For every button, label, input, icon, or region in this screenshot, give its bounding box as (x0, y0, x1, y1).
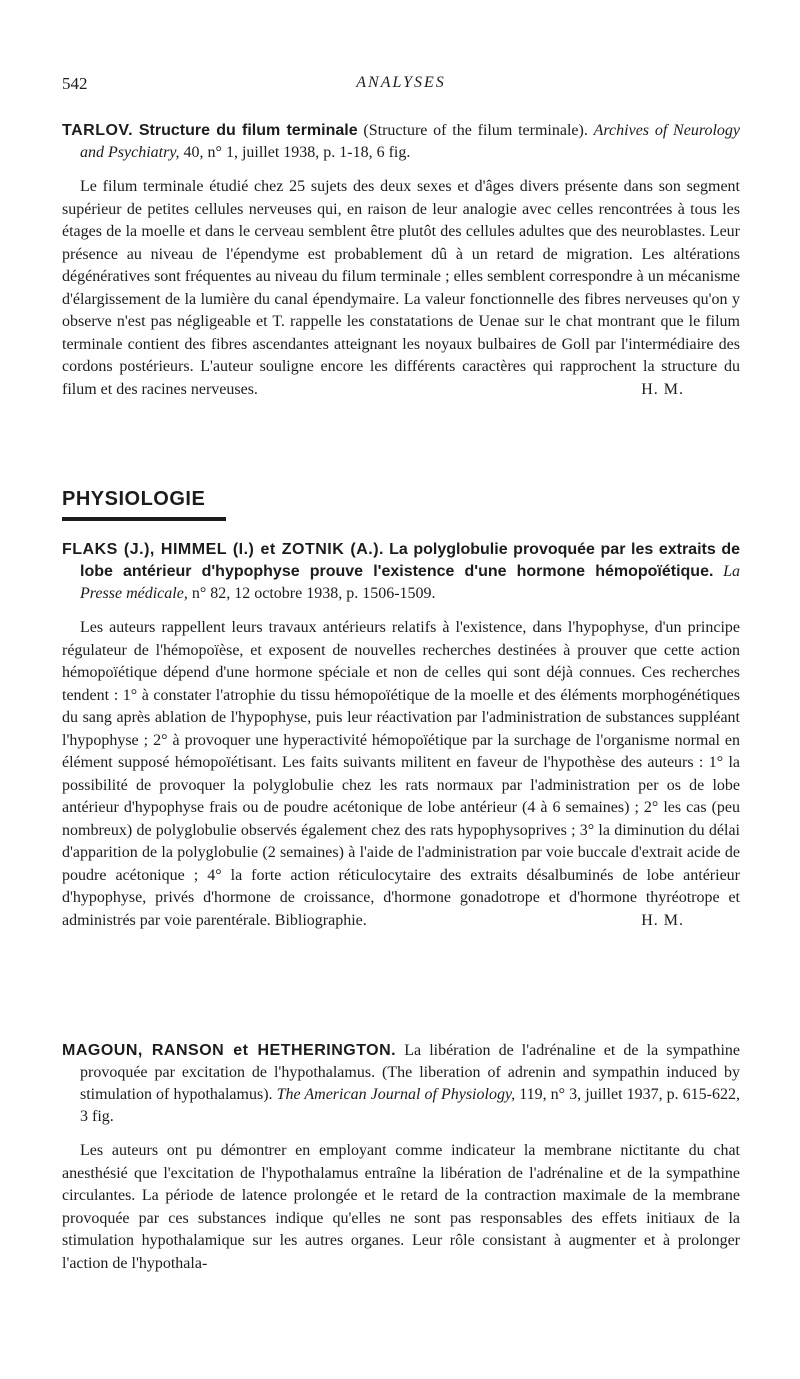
abstract-body (62, 176, 740, 401)
section-heading: PHYSIOLOGIE (62, 488, 206, 510)
running-head: ANALYSES (356, 74, 446, 91)
reference (62, 539, 740, 605)
article-title: La libération de l'adrénaline et de la sympathine provoquée par excitation de l'hypothalamus. (The liberation of adrenin and sympathin induced by stimulation of hypothalamus). (80, 1042, 741, 1103)
abstract-text: Les auteurs ont pu démontrer en employant comme indicateur la membrane nictitante du chat anesthésié que l'excitation de l'hypothalamus entraîne la libération de l'adrénaline et de la sympathine circulantes. La période de latence prolongée et le retard de la contraction maximale de la membrane provoquée par ces substances indique qu'elles ne sont pas responsables des effets initiaux de la stimulation hypothalamique sur les autres organes. Leur rôle consistant à augmenter et à prolonger l'action de l'hypothala- (62, 1142, 740, 1272)
translated-title: (Structure of the filum terminale). (363, 122, 588, 139)
journal-name: La Presse médicale, (80, 563, 740, 602)
page-header (62, 74, 740, 98)
article-title: Structure du filum terminale (138, 122, 358, 139)
page-number: 542 (62, 74, 88, 93)
journal-name: Archives of Neurology and Psychiatry, (80, 122, 741, 161)
authors: TARLOV. (62, 122, 134, 139)
reference (62, 120, 740, 164)
citation-details: 40, n° 1, juillet 1938, p. 1-18, 6 fig. (183, 144, 411, 161)
authors: FLAKS (J.), HIMMEL (I.) et ZOTNIK (A.). (62, 541, 384, 558)
abstract-text: Les auteurs rappellent leurs travaux antérieurs relatifs à l'existence, dans l'hypophyse, d'un principe régulateur de l'hémopoïèse, et exposent de nouvelles recherches destinées à prouver que cette action hémopoïétique dépend d'une hormone spéciale et non de celles qui sont déjà connues. Ces recherches tendent : 1° à constater l'atrophie du tissu hémopoïétique de la moelle et des éléments morphogénétiques du sang après ablation de l'hypophyse, puis leur réactivation par l'administration de substances suppléant l'hypophyse ; 2° à provoquer une hyperactivité hémopoïétique par la surchage de l'organisme normal en élément supposé hémopoïétisant. Les faits suivants militent en faveur de l'hypothèse des auteurs : 1° la possibilité de provoquer la polyglobulie chez les rats normaux par l'administration per os de lobe antérieur d'hypophyse frais ou de poudre acétonique de lobe antérieur (4 à 6 semaines) ; 2° les cas (peu nombreux) de polyglobulie observés également chez des rats hypophysoprives ; 3° la diminution du délai d'apparition de la polyglobulie (2 semaines) à l'aide de l'administration par voie buccale d'extrait acide de poudre acétonique ; 4° la forte action réticulocytaire des extraits désalbuminés de lobe antérieur d'hypophyse, privés d'hormone de croissance, d'hormone gonadotrope et d'hormone thyréotrope et administrés par voie parentérale. Bibliographie. (62, 619, 740, 929)
article-title: La polyglobulie provoquée par les extraits de lobe antérieur d'hypophyse prouve l'existence d'une hormone hémopoïétique. (80, 541, 741, 580)
abstract-entry-tarlov (62, 120, 740, 401)
citation-details: n° 82, 12 octobre 1938, p. 1506-1509. (191, 585, 436, 602)
abstract-text: Le filum terminale étudié chez 25 sujets des deux sexes et d'âges divers présente dans son segment supérieur de petites cellules nerveuses qui, en raison de leur analogie avec celles rencontrées à tous les étages de la moelle et dans le cerveau semblent être plutôt des cellules adultes que des neuroblastes. Leur présence au niveau de l'épendyme est probablement dû à un retard de migration. Les altérations dégénératives sont fréquentes au niveau du filum terminale ; elles semblent correspondre à un mécanisme d'élargissement de la lumière du canal épendymaire. La valeur fonctionnelle des fibres nerveuses qu'on y observe n'est pas négligeable et T. rappelle les constatations de Uenae sur le chat montrant que le filum terminale contient des fibres ascendantes atteignant les noyaux bulbaires de Goll par l'intermédiaire des cordons postérieurs. L'auteur souligne encore les différents caractères qui rapprochent la structure du filum et des racines nerveuses. (62, 178, 740, 398)
abstract-body (62, 617, 740, 932)
reference (62, 1040, 740, 1128)
citation-details: 119, n° 3, juillet 1937, p. 615-622, 3 fig. (80, 1086, 741, 1125)
reviewer-signature: H. M. (641, 380, 684, 398)
abstract-body (62, 1140, 740, 1275)
journal-name: The American Journal of Physiology, (276, 1086, 516, 1103)
reviewer-signature: H. M. (641, 911, 684, 929)
abstract-entry-flaks (62, 539, 740, 932)
abstract-entry-magoun (62, 1040, 740, 1275)
authors: MAGOUN, RANSON et HETHERINGTON. (62, 1042, 397, 1059)
section-underline (62, 517, 226, 521)
